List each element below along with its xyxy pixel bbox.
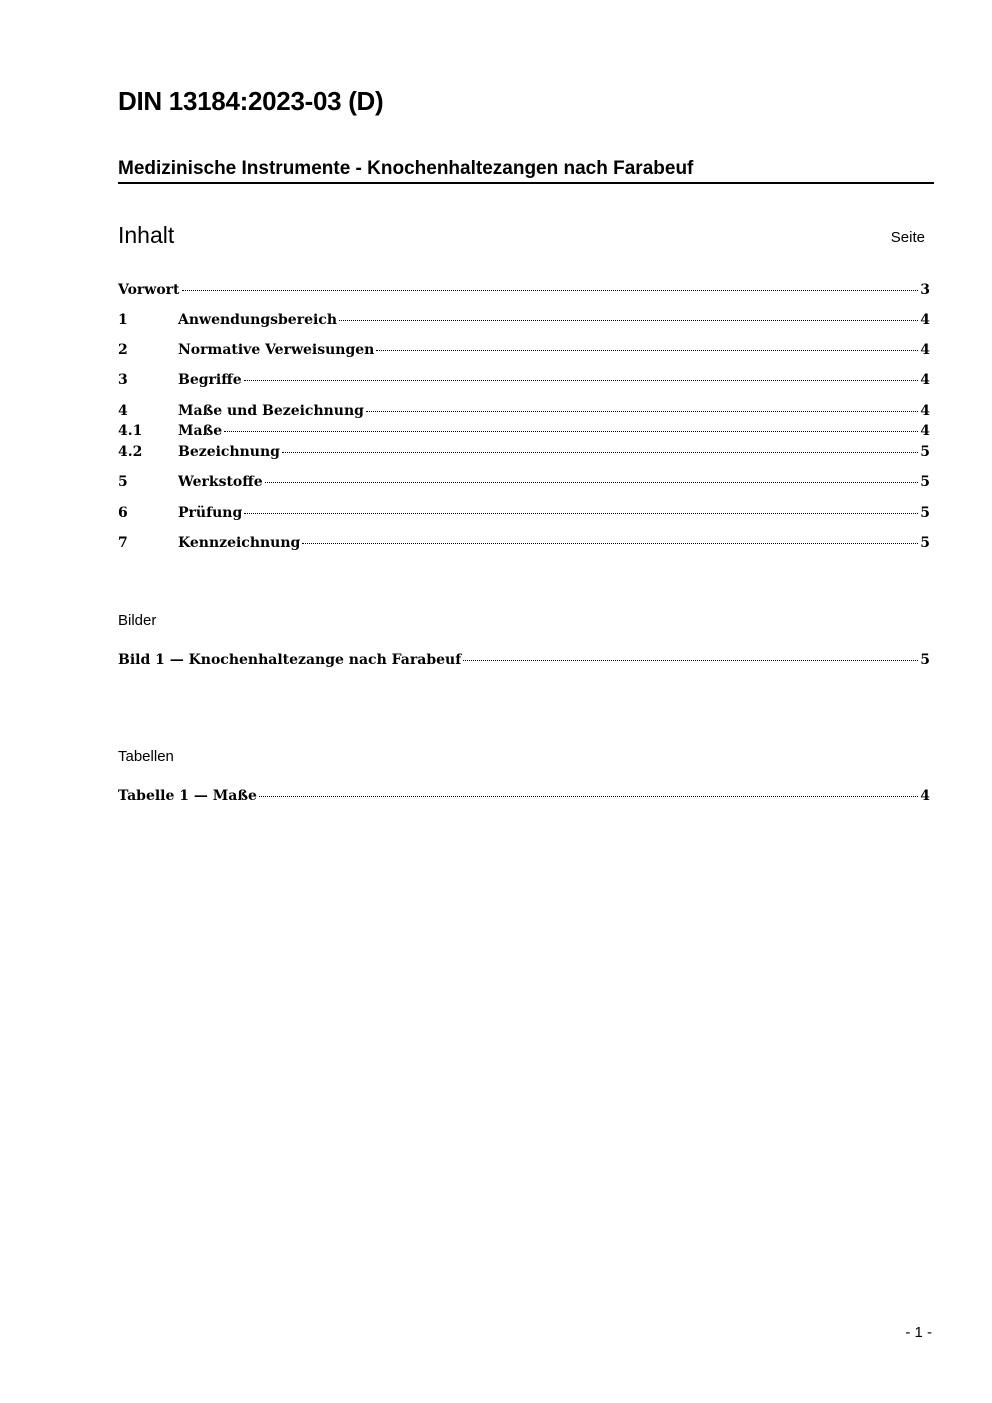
page-number: - 1 - [905, 1324, 932, 1341]
toc-entry-normative-verweisungen[interactable] [118, 340, 930, 360]
toc-page-column-label: Seite [890, 229, 925, 246]
toc-dot-leader [259, 795, 918, 797]
toc-heading: Inhalt [118, 222, 175, 248]
toc-entry-page: 3 [920, 282, 930, 298]
toc-entry-text: Werkstoffe [178, 474, 263, 490]
toc-entry-number: 6 [118, 505, 128, 521]
toc-dot-leader [244, 379, 919, 381]
toc-entry-number: 5 [118, 474, 128, 490]
toc-entry-page: 4 [920, 342, 930, 358]
toc-entry-vorwort[interactable] [118, 280, 930, 300]
figure-entry-text: Bild 1 — Knochenhaltezange nach Farabeuf [118, 652, 462, 668]
toc-dot-leader [265, 481, 919, 483]
toc-entry-number: 4 [118, 403, 128, 419]
toc-entry-number: 7 [118, 535, 128, 551]
toc-dot-leader [463, 659, 918, 661]
toc-entry-page: 5 [920, 444, 930, 460]
table-entry-page: 4 [920, 788, 930, 804]
toc-entry-kennzeichnung[interactable] [118, 533, 930, 553]
toc-entry-text: Anwendungsbereich [178, 312, 337, 328]
toc-dot-leader [376, 349, 918, 351]
table-entry-tabelle-1[interactable] [118, 786, 930, 806]
toc-entry-werkstoffe[interactable] [118, 472, 930, 492]
figures-heading: Bilder [118, 612, 157, 629]
toc-entry-number: 4.2 [118, 444, 143, 460]
toc-entry-text: Kennzeichnung [178, 535, 301, 551]
toc-entry-text: Vorwort [118, 282, 180, 298]
toc-entry-pruefung[interactable] [118, 503, 930, 523]
figure-entry-bild-1[interactable] [118, 650, 930, 670]
toc-dot-leader [366, 410, 918, 412]
toc-entry-text: Bezeichnung [178, 444, 280, 460]
toc-dot-leader [282, 451, 918, 453]
toc-entry-page: 4 [920, 403, 930, 419]
table-entry-text: Tabelle 1 — Maße [118, 788, 257, 804]
toc-entry-text: Maße und Bezeichnung [178, 403, 364, 419]
document-title: Medizinische Instrumente - Knochenhaltezangen nach Farabeuf [118, 158, 934, 184]
toc-entry-masse-und-bezeichnung[interactable] [118, 401, 930, 421]
toc-entry-page: 5 [920, 474, 930, 490]
figure-entry-page: 5 [920, 652, 930, 668]
toc-entry-page: 5 [920, 505, 930, 521]
toc-dot-leader [244, 512, 918, 514]
tables-heading: Tabellen [118, 748, 174, 765]
toc-entry-masse[interactable] [118, 421, 930, 441]
toc-entry-number: 2 [118, 342, 128, 358]
toc-entry-number: 1 [118, 312, 128, 328]
toc-entry-text: Maße [178, 423, 223, 439]
toc-entry-page: 4 [920, 423, 930, 439]
toc-entry-text: Begriffe [178, 372, 242, 388]
toc-dot-leader [182, 289, 919, 291]
toc-entry-number: 4.1 [118, 423, 143, 439]
toc-entry-text: Prüfung [178, 505, 243, 521]
toc-entry-page: 5 [920, 535, 930, 551]
toc-entry-number: 3 [118, 372, 128, 388]
toc-dot-leader [339, 319, 918, 321]
toc-entry-page: 4 [920, 312, 930, 328]
document-id: DIN 13184:2023-03 (D) [118, 86, 384, 116]
toc-entry-page: 4 [920, 372, 930, 388]
toc-entry-anwendungsbereich[interactable] [118, 310, 930, 330]
toc-dot-leader [302, 542, 918, 544]
toc-entry-begriffe[interactable] [118, 370, 930, 390]
toc-entry-text: Normative Verweisungen [178, 342, 375, 358]
toc-dot-leader [224, 430, 918, 432]
toc-entry-bezeichnung[interactable] [118, 442, 930, 462]
